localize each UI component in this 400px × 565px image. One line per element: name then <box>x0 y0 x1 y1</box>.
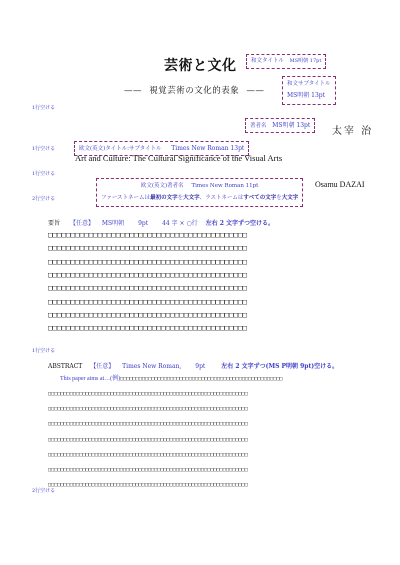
summary-row: □□□□□□□□□□□□□□□□□□□□□□□□□□□□□□□□□□□□□□□□□□□□ <box>48 269 248 279</box>
subtitle-dash-left: —— <box>124 86 142 96</box>
subtitle-spec-value: MS明朝 13pt <box>287 92 326 99</box>
en-author-spec-value: Times New Roman 11pt <box>191 183 259 189</box>
en-author-spec-box <box>96 178 303 207</box>
spacing-note: 1行空ける <box>32 146 56 152</box>
summary-row: □□□□□□□□□□□□□□□□□□□□□□□□□□□□□□□□□□□□□□□□□□□□ <box>48 243 248 253</box>
abstract-row: □□□□□□□□□□□□□□□□□□□□□□□□□□□□□□□□□□□□□□□□□□□□□□□□□□□□□□□□□□□□□□□□ <box>48 482 248 489</box>
en-author-spec-rule: ファーストネームは最初の文字を大文字、ラストネームはすべての文字を大文字 <box>101 194 299 201</box>
abstract-row: □□□□□□□□□□□□□□□□□□□□□□□□□□□□□□□□□□□□□□□□□□□□□□□□□□□□□□□□□□□□□□□□ <box>48 467 248 473</box>
author-spec-box <box>245 118 315 133</box>
abstract-row: □□□□□□□□□□□□□□□□□□□□□□□□□□□□□□□□□□□□□□□□□□□□□□□□□□□□□□□□□□□□□□□□ <box>48 436 248 443</box>
author-spec-value: MS明朝 13pt <box>272 122 311 129</box>
author-name-jp: 太宰 治 <box>332 126 374 137</box>
spacing-note: 2行空ける <box>32 488 56 494</box>
abstract-row: □□□□□□□□□□□□□□□□□□□□□□□□□□□□□□□□□□□□□□□□□□□□□□□□□□□□□□□□□□□□□□□□ <box>48 421 248 428</box>
abstract-label: ABSTRACT <box>48 363 83 370</box>
summary-label: 要旨 <box>48 220 61 227</box>
page-subtitle <box>124 84 264 96</box>
subtitle-spec-label: 和文サブタイトル <box>287 81 331 87</box>
title-spec-value: MS明朝 17pt <box>289 58 322 64</box>
summary-row: □□□□□□□□□□□□□□□□□□□□□□□□□□□□□□□□□□□□□□□□□□□□ <box>48 283 248 293</box>
en-title-spec-label: 欧文(英文)タイトル:サブタイトル <box>79 146 162 152</box>
abstract-row: □□□□□□□□□□□□□□□□□□□□□□□□□□□□□□□□□□□□□□□□□□□□□□□□□□□□□□□□□□□□□□□□ <box>48 391 248 397</box>
author-spec-label: 著者名 <box>250 123 267 129</box>
summary-row: □□□□□□□□□□□□□□□□□□□□□□□□□□□□□□□□□□□□□□□□□□□□ <box>48 323 248 333</box>
abstract-header: ABSTRACT 【任意】 Times New Roman, 9pt 左右 2 文字ずつ(MS P明朝 9pt)空ける。 <box>48 363 339 370</box>
summary-header: 要旨 【任意】 MS明朝 9pt 44 字 × ○行 左右 2 文字ずつ空ける。 <box>48 220 274 227</box>
summary-row: □□□□□□□□□□□□□□□□□□□□□□□□□□□□□□□□□□□□□□□□□□□□ <box>48 296 248 306</box>
spacing-note: 2行空ける <box>32 196 56 202</box>
spacing-note: 1行空ける <box>32 171 56 177</box>
abstract-first-line: This paper aims at…(例)□□□□□□□□□□□□□□□□□□□□□□□□□□□□□□□□□□□□□□□□□□□□□□□□□□□□ <box>60 376 283 382</box>
summary-row: □□□□□□□□□□□□□□□□□□□□□□□□□□□□□□□□□□□□□□□□□□□□ <box>48 309 248 319</box>
english-title: Art and Culture: The Cultural Significance of the Visual Arts <box>75 153 283 163</box>
subtitle-text: 視覚芸術の文化的表象 <box>149 86 240 96</box>
english-author: Osamu DAZAI <box>315 180 365 189</box>
en-author-spec-label: 欧文(英文)著者名 <box>140 183 184 189</box>
title-spec-box <box>246 54 326 69</box>
page-title: 芸術と文化 <box>164 58 237 74</box>
subtitle-spec-box <box>282 76 336 105</box>
title-spec-label: 和文タイトル <box>251 58 284 64</box>
spacing-note: 1行空ける <box>32 348 56 354</box>
summary-row: □□□□□□□□□□□□□□□□□□□□□□□□□□□□□□□□□□□□□□□□□□□□ <box>48 256 248 266</box>
abstract-row: □□□□□□□□□□□□□□□□□□□□□□□□□□□□□□□□□□□□□□□□□□□□□□□□□□□□□□□□□□□□□□□□ <box>48 451 248 458</box>
en-title-spec-value: Times New Roman 13pt <box>171 145 245 152</box>
subtitle-dash-right: —— <box>246 86 265 96</box>
abstract-row: □□□□□□□□□□□□□□□□□□□□□□□□□□□□□□□□□□□□□□□□□□□□□□□□□□□□□□□□□□□□□□□□ <box>48 406 248 413</box>
summary-row: □□□□□□□□□□□□□□□□□□□□□□□□□□□□□□□□□□□□□□□□□□□□ <box>48 230 248 239</box>
spacing-note: 1行空ける <box>32 105 56 111</box>
